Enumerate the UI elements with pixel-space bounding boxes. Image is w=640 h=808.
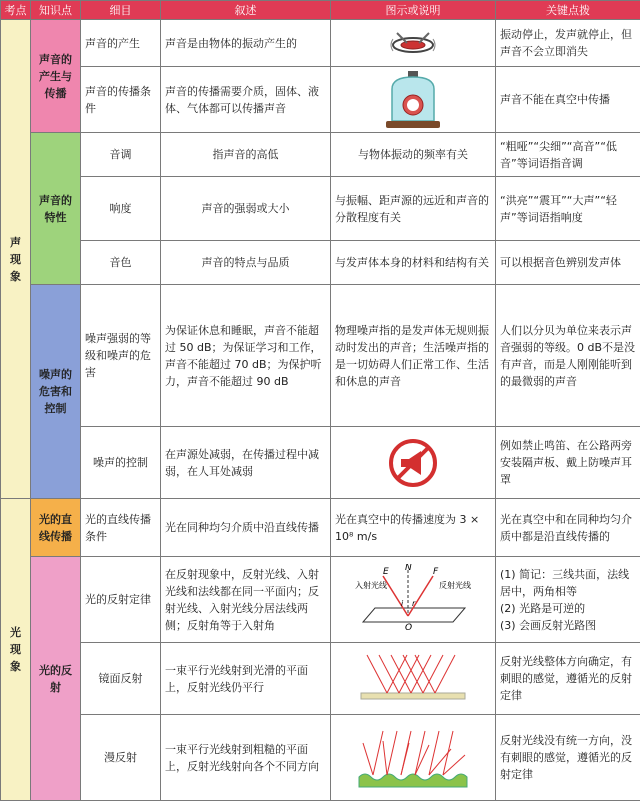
- label-F: F: [433, 566, 439, 577]
- label-O: O: [405, 622, 413, 633]
- header-guanjian: 关键点拨: [496, 1, 640, 20]
- header-xushu: 叙述: [161, 1, 331, 20]
- label-r: r: [412, 598, 416, 608]
- note-cell: 与发声体本身的材料和结构有关: [331, 241, 496, 285]
- mirror-reflection-image: [331, 643, 496, 715]
- key-line-3: (3) 会画反射光路图: [500, 618, 597, 632]
- note-cell: 与物体振动的频率有关: [331, 133, 496, 177]
- no-horn-image: [331, 427, 496, 499]
- item-cell: 光的直线传播条件: [81, 499, 161, 557]
- reflection-law-diagram: [353, 564, 473, 636]
- desc-cell: 指声音的高低: [161, 133, 331, 177]
- label-incident: 入射光线: [355, 580, 387, 590]
- label-i: i: [401, 598, 404, 608]
- item-cell: 响度: [81, 177, 161, 241]
- key-cell: 反射光线没有统一方向，没有刺眼的感觉，遵循光的反射定律: [496, 715, 640, 801]
- table-row: [1, 643, 640, 715]
- table-row: [1, 133, 640, 177]
- note-cell: 物理噪声指的是发声体无规则振动时发出的声音；生活噪声指的是一切妨碍人们正常工作、生活和休息的声音: [331, 285, 496, 427]
- desc-cell: 声音的传播需要介质，固体、液体、气体都可以传播声音: [161, 67, 331, 133]
- key-cell: “粗哑”“尖细”“高音”“低音”等词语指音调: [496, 133, 640, 177]
- desc-cell: 声音的强弱或大小: [161, 177, 331, 241]
- header-zhishidian: 知识点: [31, 1, 81, 20]
- reflection-diagram: [331, 557, 496, 643]
- item-cell: 噪声的控制: [81, 427, 161, 499]
- table-row: [1, 177, 640, 241]
- key-cell: 声音不能在真空中传播: [496, 67, 640, 133]
- label-reflected: 反射光线: [439, 580, 471, 590]
- knowledge-sound-properties: 声音的特性: [31, 133, 81, 285]
- key-cell: “洪亮”“震耳”“大声”“轻声”等词语指响度: [496, 177, 640, 241]
- item-cell: 声音的传播条件: [81, 67, 161, 133]
- category-light: 光现象: [1, 499, 31, 801]
- knowledge-reflection: 光的反射: [31, 557, 81, 801]
- table-row: [1, 285, 640, 427]
- desc-cell: 为保证休息和睡眠，声音不能超过 50 dB；为保证学习和工作，声音不能超过 70 dB；为保护听力，声音不能超过 90 dB: [161, 285, 331, 427]
- key-cell: [496, 557, 640, 643]
- key-cell: 振动停止，发声就停止，但声音不会立即消失: [496, 20, 640, 67]
- knowledge-light-straight: 光的直线传播: [31, 499, 81, 557]
- tuning-fork-image: [331, 20, 496, 67]
- knowledge-sound-production: 声音的产生与传播: [31, 20, 81, 133]
- category-sound: 声现象: [1, 20, 31, 499]
- item-cell: 镜面反射: [81, 643, 161, 715]
- key-cell: 人们以分贝为单位来表示声音强弱的等级。0 dB不是没有声音，而是人刚刚能听到的最微弱的声音: [496, 285, 640, 427]
- specular-reflection-icon: [353, 649, 473, 709]
- item-cell: 漫反射: [81, 715, 161, 801]
- item-cell: 噪声强弱的等级和噪声的危害: [81, 285, 161, 427]
- diffuse-reflection-icon: [353, 725, 473, 791]
- desc-cell: 声音是由物体的振动产生的: [161, 20, 331, 67]
- desc-cell: 声音的特点与品质: [161, 241, 331, 285]
- bell-jar-image: [331, 67, 496, 133]
- table-row: [1, 715, 640, 801]
- desc-cell: 一束平行光线射到光滑的平面上，反射光线仍平行: [161, 643, 331, 715]
- no-honking-icon: [387, 437, 439, 489]
- item-cell: 音色: [81, 241, 161, 285]
- key-cell: 例如禁止鸣笛、在公路两旁安装隔声板、戴上防噪声耳罩: [496, 427, 640, 499]
- label-E: E: [383, 566, 389, 577]
- desc-cell: 一束平行光线射到粗糙的平面上，反射光线射向各个不同方向: [161, 715, 331, 801]
- bell-jar-icon: [378, 69, 448, 131]
- key-line-1: (1) 简记：三线共面，法线居中，两角相等: [500, 567, 630, 598]
- table-row: [1, 20, 640, 67]
- table-row: [1, 427, 640, 499]
- desc-cell: 在声源处减弱，在传播过程中减弱，在人耳处减弱: [161, 427, 331, 499]
- key-cell: 可以根据音色辨别发声体: [496, 241, 640, 285]
- header-kaodian: 考点: [1, 1, 31, 20]
- key-line-2: (2) 光路是可逆的: [500, 601, 586, 615]
- table-row: [1, 557, 640, 643]
- item-cell: 声音的产生: [81, 20, 161, 67]
- diffuse-reflection-image: [331, 715, 496, 801]
- header-tushi: 图示或说明: [331, 1, 496, 20]
- header-ximu: 细目: [81, 1, 161, 20]
- table-row: [1, 499, 640, 557]
- desc-cell: 光在同种均匀介质中沿直线传播: [161, 499, 331, 557]
- tuning-fork-icon: [383, 25, 443, 61]
- table-row: [1, 67, 640, 133]
- note-cell: 与振幅、距声源的远近和声音的分散程度有关: [331, 177, 496, 241]
- table-row: [1, 241, 640, 285]
- item-cell: 音调: [81, 133, 161, 177]
- note-cell: 光在真空中的传播速度为 3 × 10⁸ m/s: [331, 499, 496, 557]
- key-cell: 光在真空中和在同种均匀介质中都是沿直线传播的: [496, 499, 640, 557]
- label-N: N: [405, 563, 412, 573]
- key-cell: 反射光线整体方向确定，有刺眼的感觉，遵循光的反射定律: [496, 643, 640, 715]
- header-row: [1, 1, 640, 20]
- knowledge-noise: 噪声的危害和控制: [31, 285, 81, 499]
- item-cell: 光的反射定律: [81, 557, 161, 643]
- desc-cell: 在反射现象中，反射光线、入射光线和法线都在同一平面内；反射光线、入射光线分居法线两侧；反射角等于入射角: [161, 557, 331, 643]
